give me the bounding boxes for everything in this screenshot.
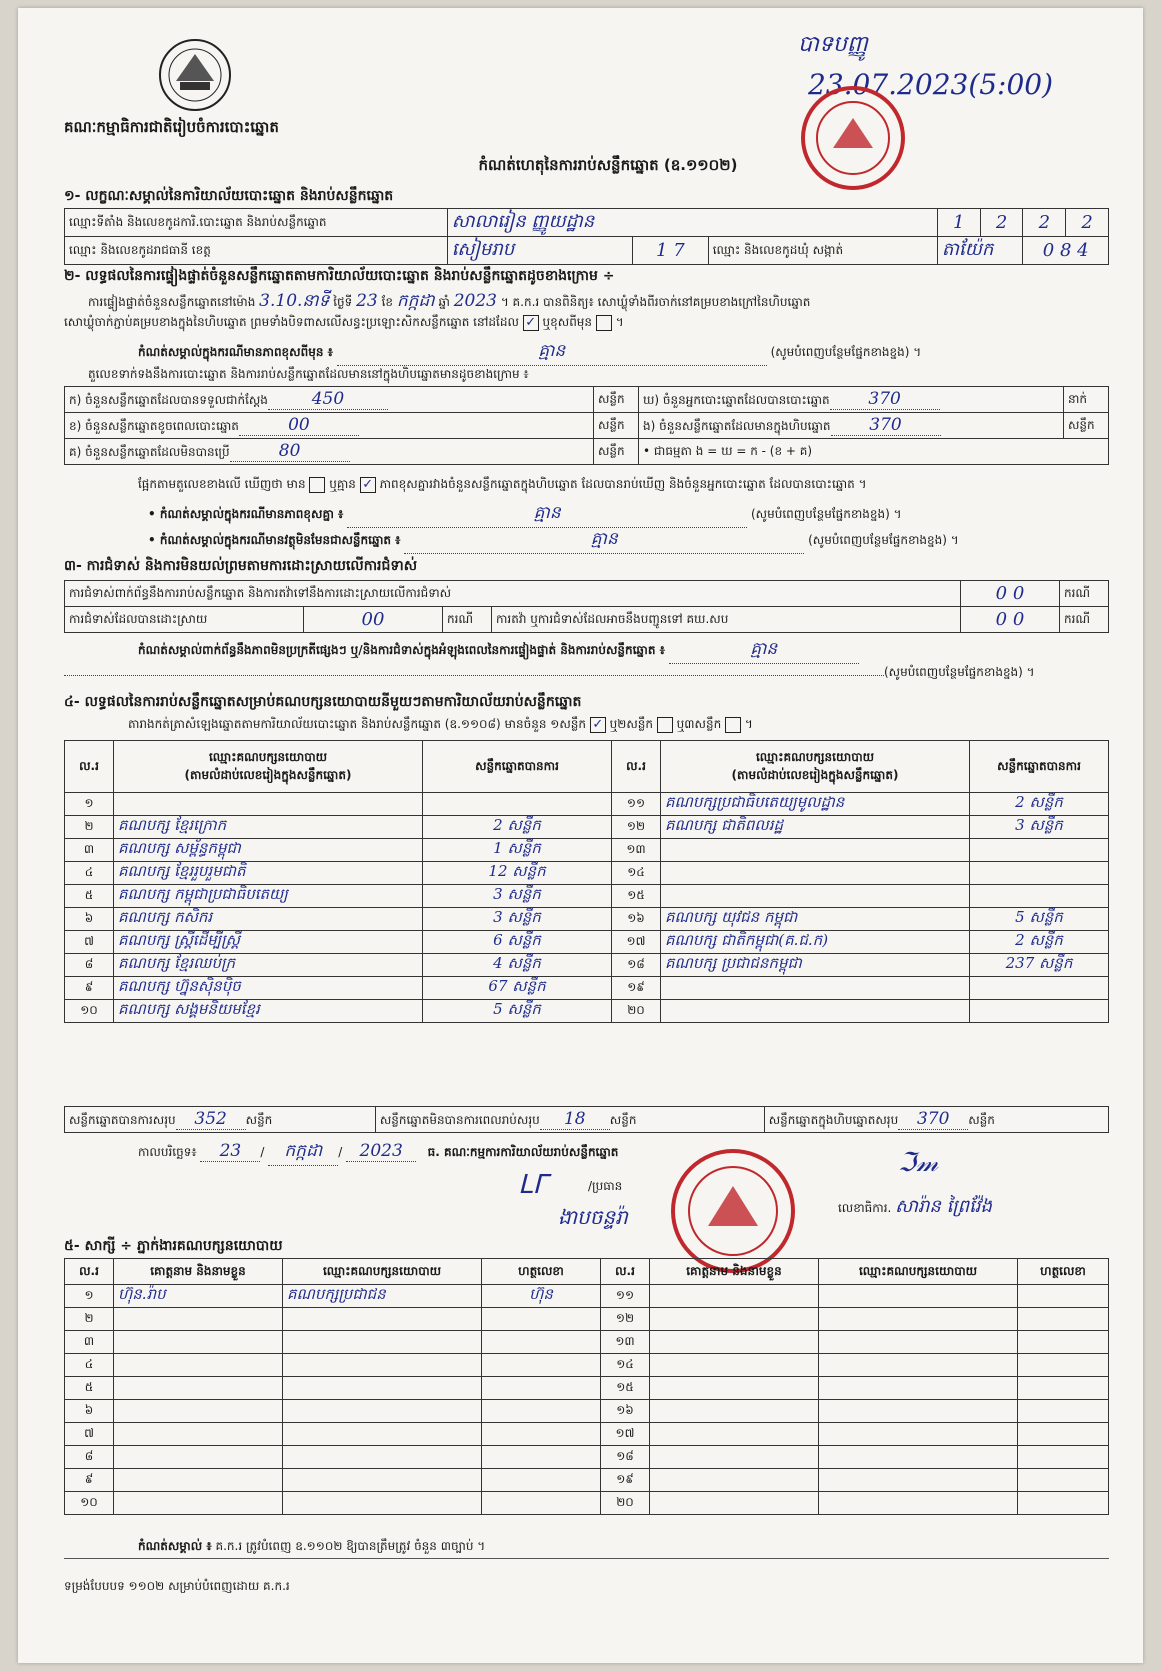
party-row [65,793,1109,816]
row-no: ៩ [65,1469,114,1492]
witness-party [283,1446,482,1469]
form-title: កំណត់ហេតុនៃការរាប់សន្លឹកឆ្នោត (ឧ.១១០២) [478,156,738,174]
witness-name [650,1308,819,1331]
witness-name [650,1285,819,1308]
witness-signature: ហ៊ុន [482,1285,601,1308]
ballots-unused-value: 80 [230,441,350,462]
row-no: ១៨ [601,1446,650,1469]
row-no: ១០ [65,1492,114,1515]
party-name: គណបក្ស ហ្វ៊ុនស៊ិនប៉ិច [114,977,423,1000]
chair-label: /ប្រធាន [588,1179,623,1193]
party-votes: 1 សន្លឹក [423,839,612,862]
party-votes [970,977,1109,1000]
row-no: ១៥ [612,885,661,908]
voters-voted-value: 370 [830,389,940,410]
witness-signature [1018,1492,1109,1515]
witness-party [283,1400,482,1423]
sign-year: 2023 [346,1141,416,1162]
party-votes: 12 សន្លឹក [423,862,612,885]
row-no: ១ [65,793,114,816]
section3-title: ៣- ការជំទាស់ និងការមិនយល់ព្រមតាមការដោះស្រាយលើការជំទាស់ [64,558,418,574]
ballots-in-box-value: 370 [831,415,941,436]
s1-province-value: សៀមរាប [447,237,632,265]
s2-year: 2023 [453,291,497,311]
total-invalid-votes: 18 [540,1109,610,1130]
s1-center-no-1: 1 [937,209,980,237]
org-name: គណៈកម្មាធិការជាតិរៀបចំការបោះឆ្នោត [64,118,279,136]
witness-party [819,1331,1018,1354]
witness-name [650,1469,819,1492]
witness-party [819,1469,1018,1492]
section1-table [64,208,1109,265]
witness-name [114,1492,283,1515]
row-no: ១១ [612,793,661,816]
section2-note1: កំណត់សម្គាល់ក្នុងករណីមានភាពខុសពីមុន ៖ គ្មាន (សូមបំពេញបន្ថែមផ្នែកខាងខ្នង) ។ [138,340,1108,366]
party-votes: 2 សន្លឹក [970,793,1109,816]
secretary-line: លេខាធិការ. សារ៉ាន ព្រៃវ៉ែង [838,1196,992,1217]
checkbox-sheet-1[interactable]: ✓ [590,717,606,733]
s2-text-or: ឬខុសពីមុន [542,315,593,329]
row-no: ១៥ [601,1377,650,1400]
witness-signature [1018,1377,1109,1400]
s1-center-no-4: 2 [1066,209,1109,237]
footer-divider [64,1558,1109,1559]
section3-dotline: (សូមបំពេញបន្ថែមផ្នែកខាងខ្នង) ។ [64,664,1109,682]
witness-party [819,1446,1018,1469]
section2-line2: សោឃ្លុំចាក់ភ្ជាប់គម្របខាងក្នុងនៃហិបឆ្នោត ព្រមទាំងបិទពាសលើសន្ធះប្រឡោះសិកសន្លឹកឆ្នោត នៅដដែល ✓ ឬខុសពីមុន ។ [64,314,624,330]
checkbox-seal-error[interactable] [596,315,612,331]
sign-day: 23 [200,1141,260,1162]
row-no: ៥ [65,885,114,908]
party-name [661,977,970,1000]
s2-note2-value: គ្មាន [347,502,747,528]
witness-party [819,1308,1018,1331]
totals-table: សន្លឹកឆ្នោតបានការសរុប 352 សន្លឹក សន្លឹកឆ្នោតមិនបានការពេលរាប់សរុប 18 សន្លឹក សន្លឹកឆ្នោតក្នុងហិបឆ្នោតសរុប 370 សន្លឹក [64,1106,1109,1133]
witness-party [819,1492,1018,1515]
witness-name [114,1400,283,1423]
witness-party [283,1423,482,1446]
row-no: ១៩ [601,1469,650,1492]
party-row [65,908,1109,931]
witness-name [114,1469,283,1492]
footer-note: កំណត់សម្គាល់ ៖ គ.ក.រ ត្រូវបំពេញ ឧ.១១០២ ឱ្យបានត្រឹមត្រូវ ចំនួន ៣ច្បាប់ ។ [138,1539,486,1553]
section4-title: ៤- លទ្ធផលនៃការរាប់សន្លឹកឆ្នោតសម្រាប់គណបក្សនយោបាយនីមួយៗតាមការិយាល័យរាប់សន្លឹកឆ្នោត [64,694,582,710]
party-votes: 3 សន្លឹក [423,908,612,931]
witness-signature [482,1377,601,1400]
witness-name [650,1423,819,1446]
witness-signature [1018,1331,1109,1354]
party-name: គណបក្សប្រជាធិបតេយ្យមូលដ្ឋាន [661,793,970,816]
witness-party [283,1354,482,1377]
witness-signature [482,1469,601,1492]
s1-label-center: ឈ្មោះទីតាំង និងលេខកូដការិ.បោះឆ្នោត និងរាប់សន្លឹកឆ្នោត [65,209,448,237]
complaints-table: ការជំទាស់ពាក់ព័ន្ធនឹងការរាប់សន្លឹកឆ្នោត និងការតវ៉ាទៅនឹងការដោះស្រាយលើការជំទាស់ 0 0 ករណី ការជំទាស់ដែលបានដោះស្រាយ 00 ករណី ការតវ៉ា ឬការជំទាស់ដែលអាចនឹងបញ្ជូនទៅ គឃ.សប 0 0 ករណី [64,580,1109,633]
party-row [65,954,1109,977]
party-votes: 4 សន្លឹក [423,954,612,977]
witness-party [283,1377,482,1400]
s1-label-province: ឈ្មោះ និងលេខកូដរាជធានី ខេត្ត [65,237,448,265]
witness-party [283,1469,482,1492]
party-votes: 3 សន្លឹក [970,816,1109,839]
checkbox-consistent[interactable]: ✓ [360,477,376,493]
row-no: ៧ [65,1423,114,1446]
witness-party [283,1308,482,1331]
party-name: គណបក្ស សម្ព័ន្ធកម្ពុជា [114,839,423,862]
section3-note: កំណត់សម្គាល់ពាក់ព័ន្ធនឹងភាពមិនប្រក្រតីផ្សេងៗ ឬ/និងការជំទាស់ក្នុងអំឡុងពេលនៃការផ្ទៀងផ្ទាត់ និងការរាប់សន្លឹកឆ្នោត ៖ គ្មាន [138,638,1108,664]
s2-day: 23 [356,291,378,311]
s2-text-d: ឆ្នាំ [438,295,450,309]
witness-name [114,1308,283,1331]
witness-party [819,1285,1018,1308]
party-votes [970,862,1109,885]
row-no: ៥ [65,1377,114,1400]
party-name: គណបក្ស ជាតិពលរដ្ឋ [661,816,970,839]
s2-text-a: ការផ្ទៀងផ្ទាត់ចំនួនសន្លឹកឆ្នោតនៅម៉ោង [88,295,256,309]
witness-row [65,1331,1109,1354]
witness-signature [1018,1308,1109,1331]
s2-time: 3.10.នាទី [259,291,330,311]
witness-row [65,1492,1109,1515]
witness-party [819,1423,1018,1446]
witness-signature [1018,1446,1109,1469]
party-name [661,1000,970,1023]
party-votes: 5 សន្លឹក [970,908,1109,931]
s1-province-no: 1 7 [633,237,709,265]
row-no: ១២ [601,1308,650,1331]
party-name: គណបក្ស យុវជន កម្ពុជា [661,908,970,931]
party-votes [423,793,612,816]
witness-signature [1018,1423,1109,1446]
party-row [65,816,1109,839]
party-votes: 6 សន្លឹក [423,931,612,954]
section2-consistency: ផ្អែកតាមតួលេខខាងលើ ឃើញថា មាន ឬគ្មាន ✓ ភាពខុសគ្នារវាងចំនួនសន្លឹកឆ្នោតក្នុងហិបឆ្នោត ដែលបានរាប់ឃើញ និងចំនួនអ្នកបោះឆ្នោត ដែលបានបោះឆ្នោត ។ [138,476,867,492]
s1-label-commune: ឈ្មោះ និងលេខកូដឃុំ សង្កាត់ [708,237,937,265]
s1-commune-value: តាយ៉ែក [937,237,1023,265]
handwritten-note-top: បាទបញ្ញូ [798,32,868,57]
witness-row [65,1400,1109,1423]
witness-signature [1018,1354,1109,1377]
row-no: ១១ [601,1285,650,1308]
row-no: ១៣ [612,839,661,862]
witness-signature [482,1492,601,1515]
checkbox-inconsistent[interactable] [309,477,325,493]
party-votes: 67 សន្លឹក [423,977,612,1000]
party-row [65,839,1109,862]
party-name: គណបក្ស កម្ពុជាប្រជាធិបតេយ្យ [114,885,423,908]
witness-signature [482,1446,601,1469]
party-results-table: ល.រ ឈ្មោះគណបក្សនយោបាយ (តាមលំដាប់លេខរៀងក្នុងសន្លឹកឆ្នោត) សន្លឹកឆ្នោតបានការ ល.រ ឈ្មោះគណបក្សនយោបាយ (តាមលំដាប់លេខរៀងក្នុងសន្លឹកឆ្នោត) សន្លឹកឆ្នោតបានការ ១ ១១ គណបក្សប្រជាធិបតេយ្យមូលដ្ឋាន 2 សន្លឹក ២ គណបក្ស ខ្មែរក្រោក 2 សន្លឹក ១២ គណបក្ស ជាតិពលរដ្ឋ 3 សន្លឹក ៣ គណបក្ស សម្ព័ន្ធកម្ពុជា 1 សន្លឹក ១៣ ៤ គណបក្ស ខ្មែររួបរួមជាតិ 12 សន្លឹក ១៤ ៥ គណបក្ស កម្ពុជាប្រជាធិបតេយ្យ 3 សន្លឹក ១៥ ៦ គណបក្ស កសិករ 3 សន្លឹក ១៦ គណបក្ស យុវជន កម្ពុជា 5 សន្លឹក ៧ គណបក្ស ស្ត្រីដើម្បីស្ត្រី 6 សន្លឹក ១៧ គណបក្ស ជាតិកម្ពុជា(គ.ជ.ក) 2 សន្លឹក ៨ គណបក្ស ខ្មែរឈប់ក្រ 4 សន្លឹក ១៨ គណបក្ស ប្រជាជនកម្ពុជា 237 សន្លឹក ៩ គណបក្ស ហ្វ៊ុនស៊ិនប៉ិច 67 សន្លឹក ១៩ ១០ គណបក្ស សង្គមនិយមខ្មែរ 5 សន្លឹក ២០ [64,740,1109,1023]
row-no: ៦ [65,908,114,931]
row-no: ១៧ [601,1423,650,1446]
row-no: ៤ [65,862,114,885]
section2-title: ២- លទ្ធផលនៃការផ្ទៀងផ្ទាត់ចំនួនសន្លឹកឆ្នោតតាមការិយាល័យបោះឆ្នោត និងរាប់សន្លឹកឆ្នោតដូចខាងក្រោម ÷ [64,268,615,284]
party-name: គណបក្ស ខ្មែរឈប់ក្រ [114,954,423,977]
witness-signature [482,1400,601,1423]
witness-signature [1018,1285,1109,1308]
checkbox-seal-ok[interactable]: ✓ [523,315,539,331]
row-no: ១៨ [612,954,661,977]
party-votes [970,1000,1109,1023]
party-votes: 2 សន្លឹក [423,816,612,839]
s2-text-b: ថ្ងៃទី [333,295,353,309]
witness-name [114,1446,283,1469]
party-row [65,931,1109,954]
witness-row [65,1446,1109,1469]
party-name [661,862,970,885]
ballots-spoiled-value: 00 [239,415,359,436]
row-no: ៣ [65,839,114,862]
section2-intro: តួលេខទាក់ទងនឹងការបោះឆ្នោត និងការរាប់សន្លឹកឆ្នោតដែលមាននៅក្នុងហិបឆ្នោតមានដូចខាងក្រោម ៖ [88,367,529,381]
checkbox-sheet-2[interactable] [657,717,673,733]
witness-signature [482,1331,601,1354]
witness-signature [482,1308,601,1331]
row-no: ៤ [65,1354,114,1377]
row-no: ៣ [65,1331,114,1354]
witness-name [114,1354,283,1377]
party-name: គណបក្ស ស្ត្រីដើម្បីស្ត្រី [114,931,423,954]
witness-name [114,1331,283,1354]
secretary-name: សារ៉ាន ព្រៃវ៉ែង [895,1196,992,1217]
section2-note3: • កំណត់សម្គាល់ក្នុងករណីមានវត្ថុមិនមែនជាសន្លឹកឆ្នោត ៖ គ្មាន (សូមបំពេញបន្ថែមផ្នែកខាងខ្នង) ។ [148,528,1108,554]
footer-form-id: ទម្រង់បែបបទ ១១០២ សម្រាប់បំពេញដោយ គ.ក.រ [64,1579,290,1593]
party-votes [970,885,1109,908]
section2-line1 [88,290,1108,315]
party-name [114,793,423,816]
form-page [18,8,1143,1663]
witness-party [819,1400,1018,1423]
total-ballots-in-box: 370 [898,1109,968,1130]
s2-note3-value: គ្មាន [404,528,804,554]
row-no: ៧ [65,931,114,954]
witness-name: ហ៊ុន.រ៉ាប [114,1285,283,1308]
row-no: ២០ [612,1000,661,1023]
party-name: គណបក្ស កសិករ [114,908,423,931]
s1-center-no-2: 2 [980,209,1023,237]
secretary-signature-icon: ℑ𝓂 [898,1148,939,1178]
row-no: ២០ [601,1492,650,1515]
party-votes: 2 សន្លឹក [970,931,1109,954]
s2-text-line2: សោឃ្លុំចាក់ភ្ជាប់គម្របខាងក្នុងនៃហិបឆ្នោត ព្រមទាំងបិទពាសលើសន្ធះប្រឡោះសិកសន្លឹកឆ្នោត នៅដដែល [64,315,519,329]
checkbox-sheet-3[interactable] [725,717,741,733]
row-no: ៨ [65,1446,114,1469]
complaints-count: 0 0 [961,581,1060,607]
formula: • ជាធម្មតា ង = ឃ = ក - (ខ + គ) [639,439,1109,465]
party-votes: 237 សន្លឹក [970,954,1109,977]
row-no: ១៦ [612,908,661,931]
party-name: គណបក្ស សង្គមនិយមខ្មែរ [114,1000,423,1023]
party-row [65,977,1109,1000]
party-row [65,1000,1109,1023]
party-name: គណបក្ស ខ្មែរក្រោក [114,816,423,839]
complaints-forwarded-count: 0 0 [961,607,1060,633]
witness-name [114,1377,283,1400]
row-no: ១៤ [612,862,661,885]
s2-text-c: ខែ [381,295,394,309]
chair-name: ងាបចន្ទរ៉ា [558,1205,628,1229]
party-votes: 3 សន្លឹក [423,885,612,908]
witness-table: ល.រ គោត្តនាម និងនាមខ្លួន ឈ្មោះគណបក្សនយោបាយ ហត្ថលេខា ល.រ គោត្តនាម និងនាមខ្លួន ឈ្មោះគណបក្សនយោបាយ ហត្ថលេខា ១ ហ៊ុន.រ៉ាប គណបក្សប្រជាជន ហ៊ុន ១១ ២ ១២ ៣ ១៣ ៤ ១៤ ៥ ១៥ ៦ ១៦ ៧ ១៧ ៨ ១៨ ៩ ១៩ ១០ ២០ [64,1258,1109,1515]
total-valid-votes: 352 [176,1109,246,1130]
s3-note-value: គ្មាន [669,638,859,664]
witness-signature [1018,1469,1109,1492]
witness-party [283,1331,482,1354]
party-name: គណបក្ស ប្រជាជនកម្ពុជា [661,954,970,977]
witness-party [283,1492,482,1515]
party-row [65,885,1109,908]
witness-signature [482,1423,601,1446]
witness-row [65,1423,1109,1446]
party-votes [970,839,1109,862]
party-name: គណបក្ស ជាតិកម្ពុជា(គ.ជ.ក) [661,931,970,954]
witness-row [65,1354,1109,1377]
row-no: ៦ [65,1400,114,1423]
chair-signature-icon: ᒪᒥ [518,1170,547,1200]
witness-party [819,1354,1018,1377]
row-no: ២ [65,1308,114,1331]
witness-signature [482,1354,601,1377]
row-no: ១៧ [612,931,661,954]
sign-month: កក្កដា [268,1140,338,1166]
witness-row [65,1377,1109,1400]
row-no: ២ [65,816,114,839]
s1-center-value: សាលារៀន ញ្ញូយដ្ឋាន [447,209,937,237]
complaints-resolved-count: 00 [304,607,443,633]
witness-name [650,1354,819,1377]
s2-text-e: ។ គ.ក.រ បានពិនិត្យ៖ សោឃ្លុំទាំងពីរចាក់នៅគម្របខាងក្រៅនៃហិបឆ្នោត [500,295,811,309]
row-no: ៨ [65,954,114,977]
witness-row [65,1308,1109,1331]
date-line: កាលបរិច្ឆេទ៖ 23 / កក្កដា / 2023 ធ. គណៈកម្មការការិយាល័យរាប់សន្លឹកឆ្នោត [138,1140,1038,1166]
section5-title: ៥- សាក្សី ÷ ភ្នាក់ងារគណបក្សនយោបាយ [64,1238,283,1254]
row-no: ១៣ [601,1331,650,1354]
witness-name [650,1446,819,1469]
witness-party [819,1377,1018,1400]
nec-emblem-icon [156,36,234,114]
witness-party: គណបក្សប្រជាជន [283,1285,482,1308]
ballot-count-table: ក) ចំនួនសន្លឹកឆ្នោតដែលបានទទួលជាក់ស្ដែង 450 សន្លឹក ឃ) ចំនួនអ្នកបោះឆ្នោតដែលបានបោះឆ្នោត 370 នាក់ ខ) ចំនួនសន្លឹកឆ្នោតខូចពេលបោះឆ្នោត 00 សន្លឹក ង) ចំនួនសន្លឹកឆ្នោតដែលមានក្នុងហិបឆ្នោត 370 សន្លឹក គ) ចំនួនសន្លឹកឆ្នោតដែលមិនបានប្រើ 80 សន្លឹក • ជាធម្មតា ង = ឃ = ក - (ខ + គ) [64,386,1109,465]
s1-center-no-3: 2 [1023,209,1066,237]
witness-name [650,1492,819,1515]
row-no: ៩ [65,977,114,1000]
ballots-received-value: 450 [268,389,388,410]
party-votes: 5 សន្លឹក [423,1000,612,1023]
s2-month: កក្កដា [396,291,435,311]
committee-stamp-icon [668,1146,798,1276]
witness-row [65,1469,1109,1492]
s1-commune-no: 0 8 4 [1023,237,1109,265]
witness-name [114,1423,283,1446]
row-no: ១៦ [601,1400,650,1423]
party-name [661,839,970,862]
row-no: ១ [65,1285,114,1308]
witness-signature [1018,1400,1109,1423]
witness-name [650,1400,819,1423]
section1-title: ១- លក្ខណៈសម្គាល់នៃការិយាល័យបោះឆ្នោត និងរាប់សន្លឹកឆ្នោត [64,188,394,204]
row-no: ១២ [612,816,661,839]
witness-row [65,1285,1109,1308]
s2-note1-value: គ្មាន [337,340,767,366]
row-no: ១៩ [612,977,661,1000]
row-no: ១៤ [601,1354,650,1377]
witness-name [650,1377,819,1400]
witness-name [650,1331,819,1354]
handwritten-date-time: 23.07.2023(5:00) [808,68,1054,101]
row-no: ១០ [65,1000,114,1023]
party-row [65,862,1109,885]
section2-note2: • កំណត់សម្គាល់ក្នុងករណីមានភាពខុសគ្នា ៖ គ្មាន (សូមបំពេញបន្ថែមផ្នែកខាងខ្នង) ។ [148,502,1108,528]
section4-intro: តារាងកត់ត្រាសំឡេងឆ្នោតតាមការិយាល័យបោះឆ្នោត និងរាប់សន្លឹកឆ្នោត (ឧ.១១០៨) មានចំនួន ១សន្លឹក ✓ ឬ២សន្លឹក ឬ៣សន្លឹក ។ [128,716,753,732]
party-name [661,885,970,908]
party-name: គណបក្ស ខ្មែររួបរួមជាតិ [114,862,423,885]
